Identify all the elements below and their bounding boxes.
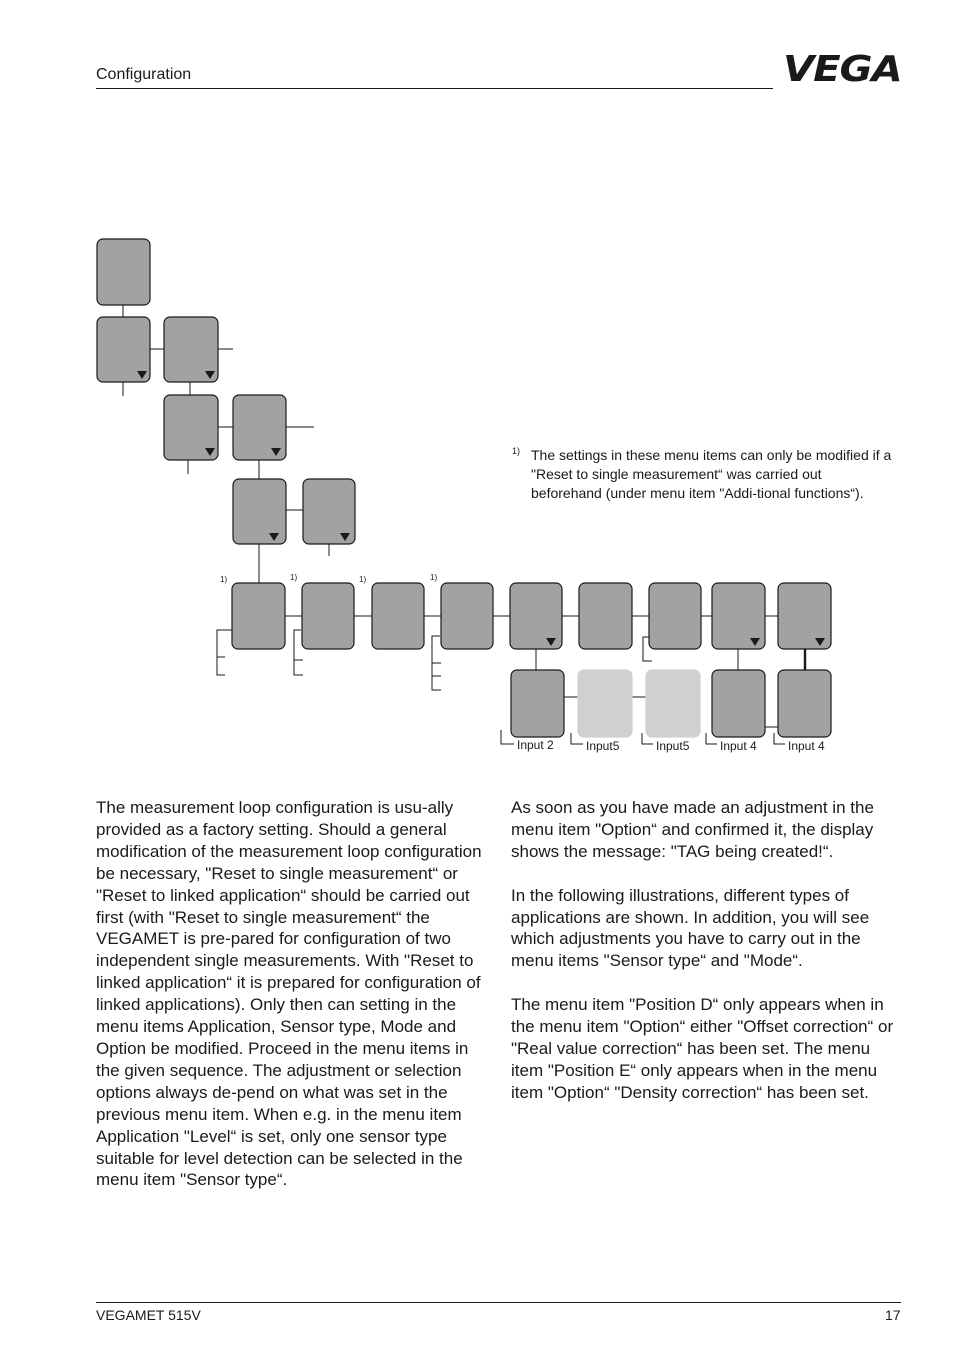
menu-box: [712, 670, 765, 737]
body-paragraph: As soon as you have made an adjustment in the menu item "Option“ and confirmed it, the display shows the message: "TAG being created!“.: [511, 798, 874, 861]
menu-box: [441, 583, 493, 649]
menu-box: [372, 583, 424, 649]
menu-box: [232, 583, 285, 649]
menu-box: [778, 670, 831, 737]
menu-box: [302, 583, 354, 649]
body-column-left: [96, 797, 488, 1213]
input-label: Input5: [586, 739, 620, 753]
footnote-mark: 1): [512, 446, 521, 456]
menu-box: [578, 670, 632, 737]
body-paragraph: The menu item "Position D“ only appears when in the menu item "Option“ either "Offset correction“ or "Real value correction“ has been set. The menu item "Position E“ only appears when in the menu item "Option“ "Density correction“ has been set.: [511, 995, 894, 1102]
logo-text: VEGA: [783, 49, 902, 90]
input-label: Input 4: [788, 739, 825, 753]
page-header-title: Configuration: [96, 66, 192, 83]
footnote: [512, 446, 892, 503]
body-column-right: [511, 797, 903, 1126]
input-label: Input 2: [517, 738, 554, 752]
page-number: 17: [885, 1307, 901, 1323]
body-paragraph: In the following illustrations, different types of applications are shown. In addition, you will see which adjustments you have to carry out in the menu items "Sensor type“ and "Mode“.: [511, 885, 870, 971]
footnote-text: The settings in these menu items can only be modified if a "Reset to single measurement“ was carried out beforehand (under menu item "Addi-tional functions“).: [531, 447, 892, 501]
connector-line: [217, 630, 232, 675]
body-paragraph: The measurement loop configuration is usu-ally provided as a factory setting. Should a general modification of the measurement loop configuration be necessary, "Reset to single measurement“ or "Reset to linked application“ should be carried out first (with "Reset to single measurement“ the VEGAMET is pre-pared for configuration of two independent single measurements. With "Reset to linked application“ it is prepared for configuration of linked applications). Only then can setting in the menu items Application, Sensor type, Mode and Option be modified. Proceed in the menu items in the given sequence. The adjustment or selection options always de-pend on what was set in the previous menu item. When e.g. in the menu item Application "Level“ is set, only one sensor type suitable for level detection can be selected in the menu item "Sensor type“.: [96, 798, 482, 1190]
connector-lines: [123, 305, 805, 744]
footnote-mark: 1): [220, 575, 228, 584]
menu-box: [97, 239, 150, 305]
footnote-mark: 1): [430, 573, 438, 582]
input-label: Input 4: [720, 739, 757, 753]
menu-box: [649, 583, 701, 649]
footnote-mark: 1): [359, 575, 367, 584]
footnote-mark: 1): [290, 573, 298, 582]
menu-box: [646, 670, 700, 737]
input-label: Input5: [656, 739, 690, 753]
footer-rule: [96, 1302, 901, 1303]
menu-box: [579, 583, 632, 649]
footer-product-name: VEGAMET 515V: [96, 1307, 201, 1323]
menu-box: [511, 670, 564, 737]
